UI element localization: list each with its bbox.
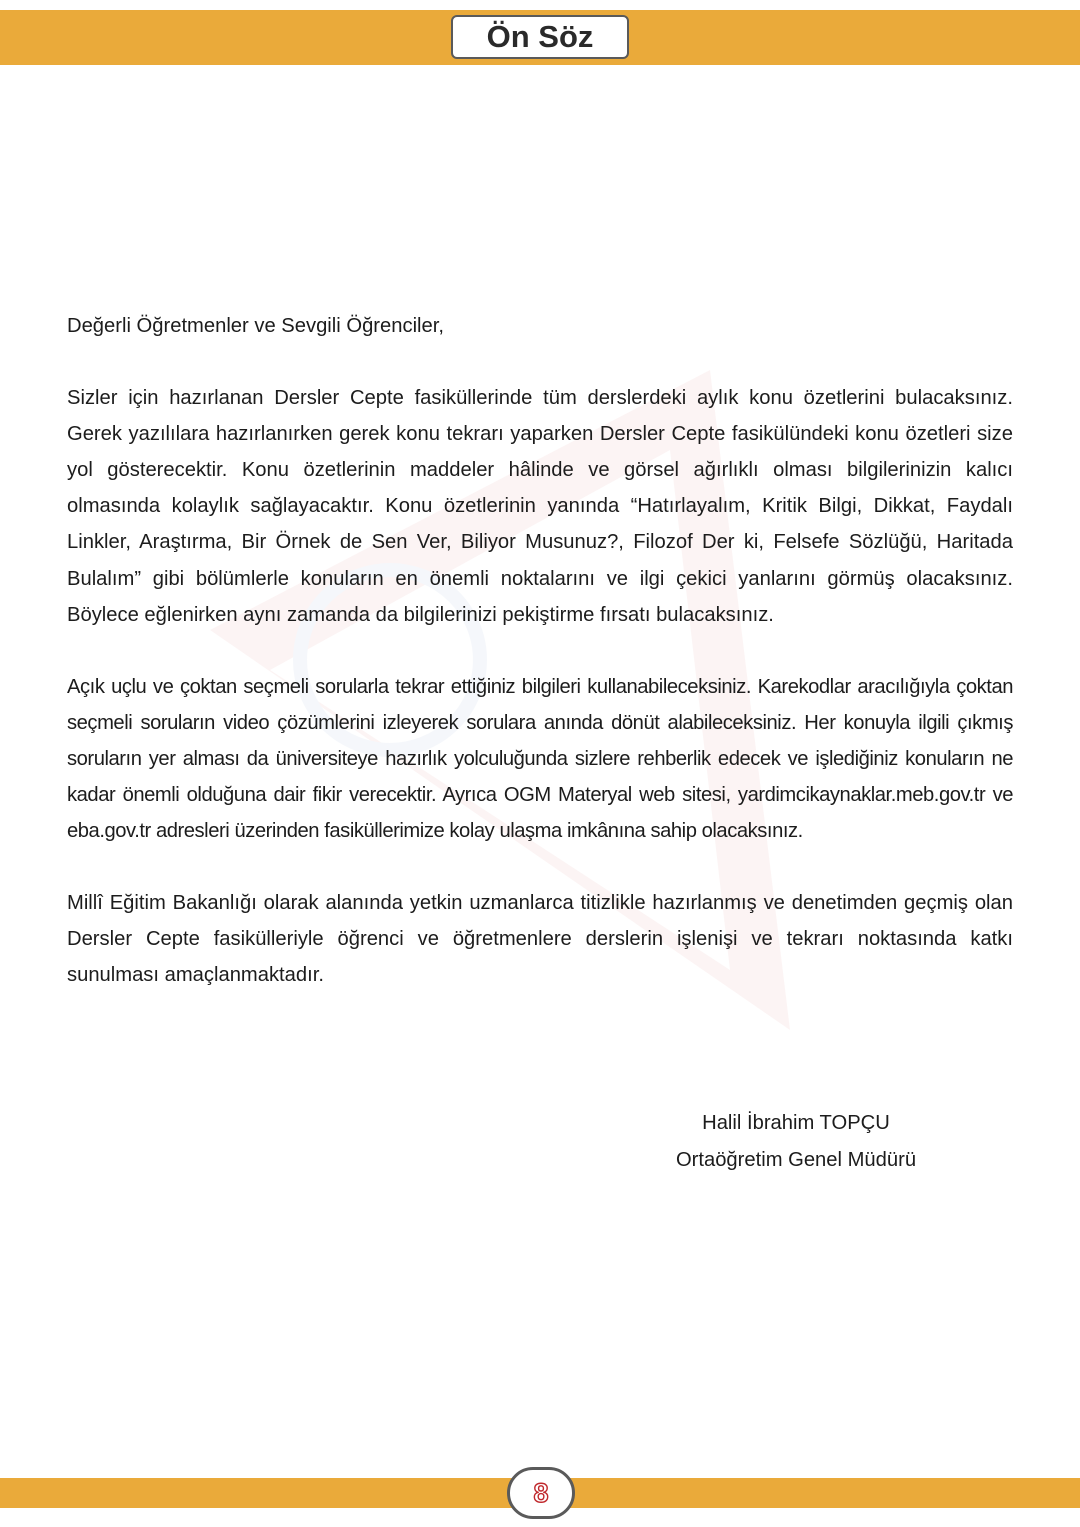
letter-paragraph: Millî Eğitim Bakanlığı olarak alanında yetkin uzmanlarca titizlikle hazırlanmış ve denetimden geçmiş olan Dersler Cepte fasikülleriyle öğrenci ve öğretmenlere derslerin işlenişi ve tekrarı noktasında katkı sunulması amaçlanmaktadır. (67, 892, 1013, 987)
page-title: Ön Söz (451, 15, 629, 59)
signatory-position: Ortaöğretim Genel Müdürü (675, 1148, 917, 1171)
letter-greeting: Değerli Öğretmenler ve Sevgili Öğrenciler, (67, 315, 444, 337)
letter-body (67, 308, 1013, 1030)
signature-block (620, 1105, 972, 1178)
letter-paragraph: Açık uçlu ve çoktan seçmeli sorularla tekrar ettiğiniz bilgileri kullanabileceksiniz. Karekodlar aracılığıyla çoktan seçmeli soruların video çözümlerini izleyerek sorulara anında dönüt alabileceksiniz. Her konuyla ilgili çıkmış soruların yer alması da üniversiteye hazırlık yolculuğunda sizlere rehberlik edecek ve işlediğiniz konuların ne kadar önemli olduğuna dair fikir verecektir. Ayrıca OGM Materyal web sitesi, yardimcikaynaklar.meb.gov.tr ve eba.gov.tr adresleri üzerinden fasiküllerimize kolay ulaşma imkânına sahip olacaksınız. (67, 675, 1013, 843)
signatory-name: Halil İbrahim TOPÇU (702, 1112, 890, 1134)
page-number: 8 (507, 1467, 575, 1519)
letter-paragraph: Sizler için hazırlanan Dersler Cepte fasiküllerinde tüm derslerdeki aylık konu özetlerini bulacaksınız. Gerek yazılılara hazırlanırken gerek konu tekrarı yaparken Dersler Cepte fasikülündeki konu özetleri size yol gösterecektir. Konu özetlerinin maddeler hâlinde ve görsel ağırlıklı olması bilgilerinizin kalıcı olmasında kolaylık sağlayacaktır. Konu özetlerinin yanında “Hatırlayalım, Kritik Bilgi, Dikkat, Faydalı Linkler, Araştırma, Bir Örnek de Sen Ver, Biliyor Musunuz?, Filozof Der ki, Felsefe Sözlüğü, Haritada Bulalım” gibi bölümlerle konuların en önemli noktalarını ve ilgi çekici yanlarını görmüş olacaksınız. Böylece eğlenirken aynı zamanda da bilgilerinizi pekiştirme fırsatı bulacaksınız. (67, 387, 1013, 626)
